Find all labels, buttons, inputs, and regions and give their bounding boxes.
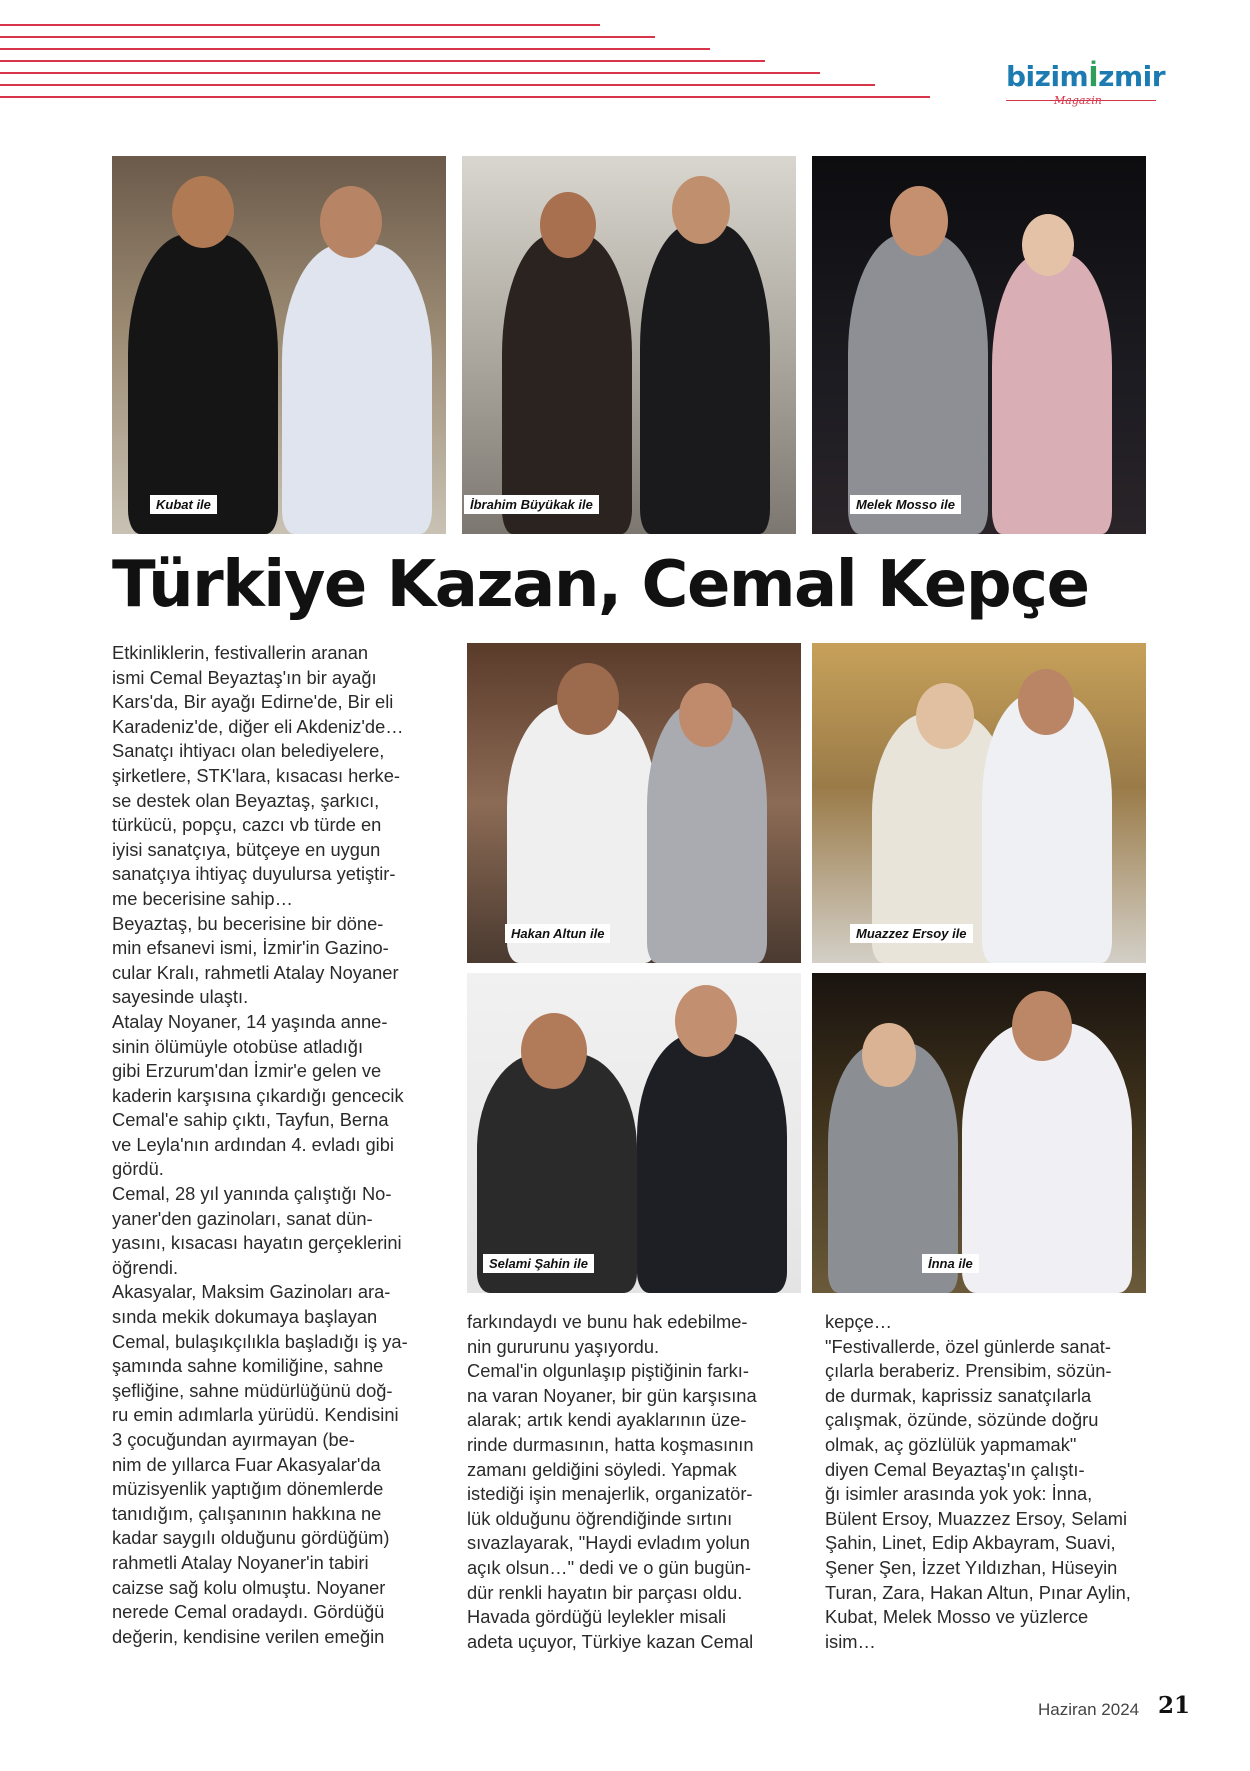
article-line: rahmetli Atalay Noyaner'in tabiri [112,1551,369,1573]
person-figure [992,254,1112,534]
article-line: Cemal'e sahip çıktı, Tayfun, Berna [112,1109,389,1131]
person-head [540,192,596,258]
header-line [0,84,875,86]
person-figure [502,234,632,534]
article-line: müzisyenlik yaptığım dönemlerde [112,1478,384,1500]
article-line: nim de yıllarca Fuar Akasyalar'da [112,1453,381,1475]
issue-date: Haziran 2024 [1038,1700,1140,1719]
person-figure [640,224,770,534]
article-line: Akasyalar, Maksim Gazinoları ara- [112,1281,391,1303]
article-line: Beyaztaş, bu becerisine bir döne- [112,912,384,934]
magazine-logo [1006,60,1166,120]
person-figure [637,1033,787,1293]
header-line [0,60,765,62]
header-line [0,48,710,50]
article-line: Bülent Ersoy, Muazzez Ersoy, Selami [825,1507,1128,1529]
article-line: diyen Cemal Beyaztaş'ın çalıştı- [825,1458,1085,1480]
header-line [0,96,930,98]
photo-inna [812,973,1146,1293]
person-head [890,186,948,256]
article-line: 3 çocuğundan ayırmayan (be- [112,1429,355,1450]
person-figure [962,1023,1132,1293]
person-head [679,683,733,747]
article-line: min efsanevi ismi, İzmir'in Gazino- [112,937,389,959]
article-line: caizse sağ kolu olmuştu. Noyaner [112,1576,386,1598]
photo-caption: Kubat ile [150,495,217,514]
article-line: nin gururunu yaşıyordu. [467,1335,660,1357]
photo-caption: Melek Mosso ile [850,495,961,514]
photo-kubat [112,156,446,534]
article-line: kepçe… [825,1311,893,1332]
article-line: çalışmak, özünde, sözünde doğru [825,1409,1099,1431]
person-head [320,186,382,258]
article-line: na varan Noyaner, bir gün karşısına [467,1384,757,1406]
article-line: ismi Cemal Beyaztaş'ın bir ayağı [112,666,377,688]
article-line: Etkinliklerin, festivallerin aranan [112,642,369,663]
person-figure [128,234,278,534]
logo-wordmark [1006,60,1166,93]
article-line: Karadeniz'de, diğer eli Akdeniz'de… [112,715,404,737]
article-line: çılarla beraberiz. Prensibim, sözün- [825,1360,1112,1382]
article-line: alarak; artık kendi ayaklarının üze- [467,1409,747,1431]
article-line: Atalay Noyaner, 14 yaşında anne- [112,1010,388,1032]
article-line: sinin ölümüyle otobüse atladığı [112,1035,364,1057]
article-line: gibi Erzurum'dan İzmir'e gelen ve [112,1060,382,1082]
article-line: lük olduğunu öğrendiğinde sırtını [467,1507,733,1529]
article-line: cular Kralı, rahmetli Atalay Noyaner [112,961,399,983]
logo-text-right: zmir [1098,60,1166,93]
article-line: kadar saygılı olduğunu gördüğüm) [112,1527,390,1549]
article-line: sında mekik dokumaya başlayan [112,1306,378,1328]
article-line: me becerisine sahip… [112,887,293,909]
article-line: Cemal'in olgunlaşıp piştiğinin farkı- [467,1360,749,1382]
article-line: olmak, aç gözlülük yapmamak" [825,1433,1077,1455]
article-line: Kubat, Melek Mosso ve yüzlerce [825,1606,1089,1628]
article-line: nerede Cemal oradaydı. Gördüğü [112,1601,385,1623]
person-figure [282,244,432,534]
header-line [0,36,655,38]
photo-caption: İbrahim Büyükak ile [464,495,599,514]
person-head [1018,669,1074,735]
article-line: öğrendi. [112,1256,179,1278]
article-line: Cemal, 28 yıl yanında çalıştığı No- [112,1183,392,1205]
article-line: adeta uçuyor, Türkiye kazan Cemal [467,1630,754,1652]
article-column-2 [467,1310,801,1654]
photo-caption: Selami Şahin ile [483,1254,594,1273]
article-line: sayesinde ulaştı. [112,986,249,1008]
article-line: ğı isimler arasında yok yok: İnna, [825,1483,1093,1505]
article-line: yasını, kısacası hayatın gerçeklerini [112,1232,402,1254]
person-head [916,683,974,749]
photo-muazzez-ersoy [812,643,1146,963]
article-line: istediği işin menajerlik, organizatör- [467,1483,753,1505]
photo-ibrahim-buyukak [462,156,796,534]
article-line: Şener Şen, İzzet Yıldızhan, Hüseyin [825,1556,1118,1578]
article-line: şefliğine, sahne müdürlüğünü doğ- [112,1379,393,1401]
article-line: sanatçıya ihtiyaç duyulursa yetiştir- [112,863,396,885]
article-line: zamanı geldiğini söyledi. Yapmak [467,1458,737,1480]
article-line: yaner'den gazinoları, sanat dün- [112,1207,373,1229]
person-head [1012,991,1072,1061]
article-line: ve Leyla'nın ardından 4. evladı gibi [112,1133,394,1155]
person-head [862,1023,916,1087]
logo-text-left: bizim [1006,60,1089,93]
article-line: Cemal, bulaşıkçılıkla başladığı iş ya- [112,1330,408,1352]
article-line: "Festivallerde, özel günlerde sanat- [825,1335,1111,1357]
photo-caption: İnna ile [922,1254,979,1273]
article-line: kaderin karşısına çıkardığı gencecik [112,1084,404,1106]
photo-caption: Hakan Altun ile [505,924,610,943]
photo-hakan-altun [467,643,801,963]
article-line: sıvazlayarak, "Haydi evladım yolun [467,1532,750,1554]
article-line: se destek olan Beyaztaş, şarkıcı, [112,789,380,811]
article-line: Şahin, Linet, Edip Akbayram, Suavi, [825,1532,1116,1554]
header-line [0,24,600,26]
article-line: rinde durmasının, hatta koşmasının [467,1433,754,1455]
article-line: değerin, kendisine verilen emeğin [112,1625,385,1647]
photo-selami-sahin [467,973,801,1293]
header-line [0,72,820,74]
logo-subtitle: Magazin [1054,94,1102,107]
article-headline: Türkiye Kazan, Cemal Kepçe [112,548,1089,622]
article-line: de durmak, kaprissiz sanatçılarla [825,1384,1092,1406]
article-column-3 [825,1310,1155,1654]
article-line: iyisi sanatçıya, bütçeye en uygun [112,838,381,860]
article-line: şirketlere, STK'lara, kısacası herke- [112,764,400,786]
article-line: gördü. [112,1158,164,1180]
article-line: şamında sahne komiliğine, sahne [112,1355,384,1377]
person-head [172,176,234,248]
person-head [521,1013,587,1089]
page-number: 21 [1158,1692,1191,1719]
article-line: tanıdığım, çalışanının hakkına ne [112,1502,382,1524]
photo-caption: Muazzez Ersoy ile [850,924,973,943]
article-column-1 [112,641,452,1649]
article-line: açık olsun…" dedi ve o gün bugün- [467,1556,751,1578]
article-line: Turan, Zara, Hakan Altun, Pınar Aylin, [825,1581,1131,1603]
article-line: Havada gördüğü leylekler misali [467,1606,727,1628]
person-head [675,985,737,1057]
person-head [557,663,619,735]
logo-palm-letter: İ [1088,60,1099,93]
person-head [1022,214,1074,276]
article-line: ru emin adımlarla yürüdü. Kendisini [112,1404,399,1426]
photo-melek-mosso [812,156,1146,534]
person-figure [848,234,988,534]
article-line: dür renkli hayatın bir parçası oldu. [467,1581,743,1603]
person-head [672,176,730,244]
article-line: Kars'da, Bir ayağı Edirne'de, Bir eli [112,691,394,713]
article-line: isim… [825,1630,876,1652]
article-line: türkücü, popçu, cazcı vb türde en [112,814,382,836]
article-line: farkındaydı ve bunu hak edebilme- [467,1311,748,1332]
article-line: Sanatçı ihtiyacı olan belediyelere, [112,740,385,762]
header-lines [0,20,950,110]
